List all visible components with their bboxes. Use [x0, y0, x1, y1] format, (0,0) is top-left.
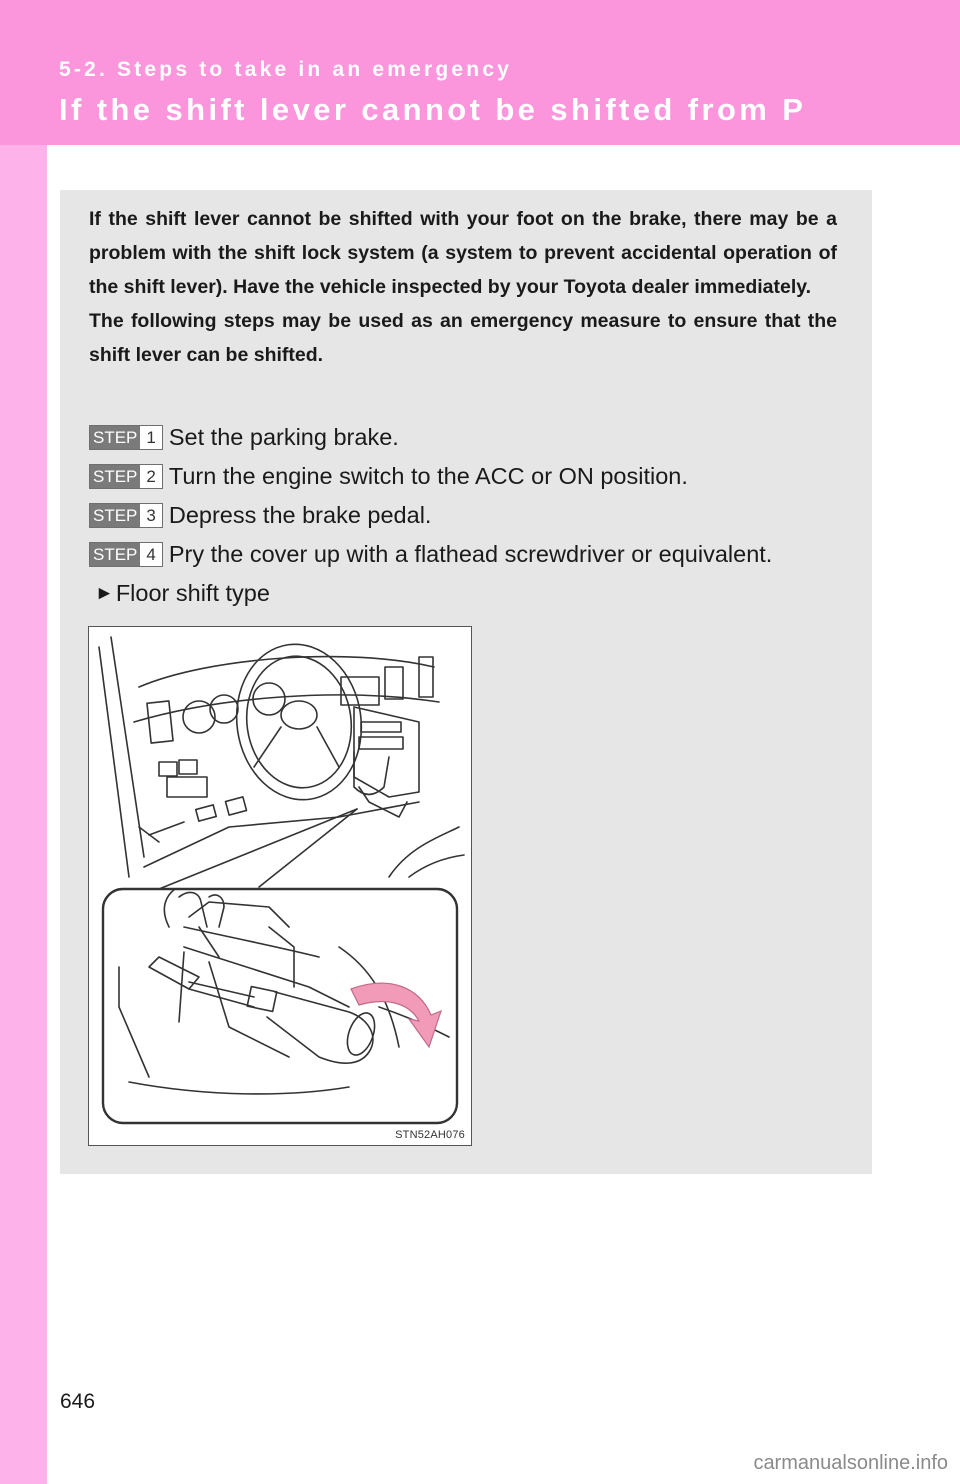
step-4 — [89, 535, 859, 574]
illustration-figure — [88, 626, 472, 1146]
intro-paragraph-2: The following steps may be used as an emergency measure to ensure that the shift lever can be shifted. — [89, 310, 837, 366]
step-text: Pry the cover up with a flathead screwdriver or equivalent. — [168, 541, 773, 567]
step-badge: STEP 3 — [89, 503, 163, 528]
page-title: If the shift lever cannot be shifted from P — [59, 92, 807, 127]
page-side-margin — [0, 0, 47, 1484]
step-badge: STEP 2 — [89, 464, 163, 489]
intro-text — [89, 202, 837, 372]
rotation-arrow-icon — [351, 983, 441, 1047]
pointer-arrow-icon: ► — [95, 582, 114, 604]
step-list — [89, 418, 859, 613]
intro-paragraph-1: If the shift lever cannot be shifted with your foot on the brake, there may be a problem with the shift lock system (a system to prevent accidental operation of the shift lever). Have the vehicle inspected by your Toyota dealer immediately. — [89, 208, 837, 298]
step-2 — [89, 457, 859, 496]
step-text: Depress the brake pedal. — [168, 502, 432, 528]
step-badge: STEP 1 — [89, 425, 163, 450]
step-badge: STEP 4 — [89, 542, 163, 567]
page-number: 646 — [60, 1390, 96, 1413]
dashboard-illustration — [89, 627, 471, 1145]
figure-code: STN52AH076 — [395, 1129, 465, 1141]
floor-shift-label: ► Floor shift type — [95, 580, 270, 606]
step-3 — [89, 496, 859, 535]
section-label: 5-2. Steps to take in an emergency — [59, 58, 513, 81]
step-1 — [89, 418, 859, 457]
step-text: Turn the engine switch to the ACC or ON position. — [168, 463, 688, 489]
step-text: Set the parking brake. — [168, 424, 399, 450]
watermark: carmanualsonline.info — [753, 1452, 948, 1474]
